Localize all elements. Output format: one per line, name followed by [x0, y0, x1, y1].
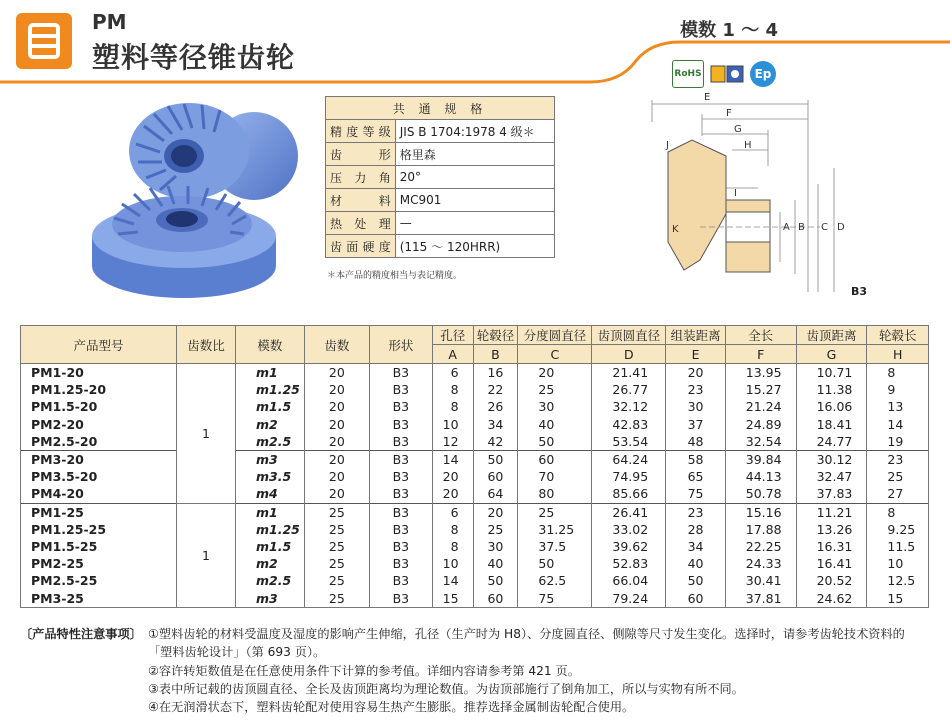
cell-teeth: 20 — [304, 398, 369, 415]
cell-f: 15.16 — [725, 503, 796, 521]
cell-e: 48 — [666, 433, 725, 451]
cell-teeth: 25 — [304, 503, 369, 521]
cell-code: PM1-25 — [21, 503, 177, 521]
page-title: 塑料等径锥齿轮 — [92, 41, 296, 74]
cell-teeth: 20 — [304, 381, 369, 398]
cell-c: 40 — [518, 416, 592, 433]
spec-row — [326, 189, 555, 212]
cell-e: 37 — [666, 416, 725, 433]
gear-document-icon — [16, 13, 72, 69]
cell-b: 30 — [473, 538, 518, 555]
cell-a: 8 — [432, 398, 473, 415]
col-f: F — [725, 345, 796, 364]
cell-h: 19 — [867, 433, 929, 451]
table-row — [21, 433, 929, 451]
cell-b: 22 — [473, 381, 518, 398]
note-item: ②容许转矩数值是在任意使用条件下计算的参考值。详细内容请参考第 421 页。 — [148, 663, 580, 678]
cell-d: 26.41 — [592, 503, 666, 521]
table-row — [21, 381, 929, 398]
cell-b: 64 — [473, 485, 518, 503]
cell-module: m1 — [236, 364, 305, 382]
cell-h: 15 — [867, 589, 929, 607]
dim-label: I — [734, 188, 737, 199]
table-row — [21, 364, 929, 382]
col-teeth: 齿数 — [304, 326, 369, 364]
col-g: G — [796, 345, 867, 364]
cell-b: 25 — [473, 521, 518, 538]
note-item: ①塑料齿轮的材料受温度及湿度的影响产生伸缩，孔径（生产时为 H8）、分度圆直径、侧隙等尺寸发生变化。选择时，请参考齿轮技术资料的「塑料齿轮设计」（第 693 页）。 — [148, 627, 905, 660]
cell-f: 17.88 — [725, 521, 796, 538]
cell-shape: B3 — [369, 416, 432, 433]
cell-f: 21.24 — [725, 398, 796, 415]
col-d: D — [592, 345, 666, 364]
cell-a: 12 — [432, 433, 473, 451]
cell-module: m3 — [236, 450, 305, 468]
table-row — [21, 555, 929, 572]
cell-b: 42 — [473, 433, 518, 451]
spec-value: — — [395, 212, 554, 235]
cell-f: 22.25 — [725, 538, 796, 555]
cell-c: 30 — [518, 398, 592, 415]
cell-teeth: 20 — [304, 433, 369, 451]
cell-shape: B3 — [369, 433, 432, 451]
col-module: 模数 — [236, 326, 305, 364]
cell-h: 9 — [867, 381, 929, 398]
cell-b: 60 — [473, 468, 518, 485]
col-h-top: 轮毂长 — [867, 326, 929, 345]
cell-teeth: 25 — [304, 521, 369, 538]
cell-g: 16.06 — [796, 398, 867, 415]
cell-a: 6 — [432, 364, 473, 382]
cell-b: 40 — [473, 555, 518, 572]
spec-footnote: ＊本产品的精度相当与表记精度。 — [327, 271, 463, 281]
spec-row — [326, 166, 555, 189]
dim-label: K — [672, 224, 679, 235]
table-row — [21, 468, 929, 485]
page-header — [0, 0, 950, 85]
cell-code: PM1.25-20 — [21, 381, 177, 398]
spec-key: 精度等级 — [326, 120, 396, 143]
cell-d: 66.04 — [592, 572, 666, 589]
cell-b: 16 — [473, 364, 518, 382]
cell-module: m2.5 — [236, 433, 305, 451]
cell-e: 30 — [666, 398, 725, 415]
cell-teeth: 25 — [304, 555, 369, 572]
cell-h: 8 — [867, 503, 929, 521]
cell-module: m3 — [236, 589, 305, 607]
dim-label: E — [704, 92, 711, 103]
cell-g: 11.21 — [796, 503, 867, 521]
cell-g: 13.26 — [796, 521, 867, 538]
col-ratio: 齿数比 — [177, 326, 236, 364]
cell-shape: B3 — [369, 572, 432, 589]
cell-c: 80 — [518, 485, 592, 503]
cell-d: 52.83 — [592, 555, 666, 572]
col-b: B — [473, 345, 518, 364]
cell-teeth: 20 — [304, 450, 369, 468]
spec-key: 压力角 — [326, 166, 396, 189]
cell-h: 14 — [867, 416, 929, 433]
cell-e: 28 — [666, 521, 725, 538]
col-g-top: 齿顶距离 — [796, 326, 867, 345]
col-shape: 形状 — [369, 326, 432, 364]
spec-key: 齿面硬度 — [326, 235, 396, 258]
cell-shape: B3 — [369, 503, 432, 521]
cell-c: 60 — [518, 450, 592, 468]
cell-e: 58 — [666, 450, 725, 468]
cell-h: 12.5 — [867, 572, 929, 589]
cell-code: PM3.5-20 — [21, 468, 177, 485]
spec-row — [326, 143, 555, 166]
cell-h: 23 — [867, 450, 929, 468]
spec-value: MC901 — [395, 189, 554, 212]
cell-g: 16.31 — [796, 538, 867, 555]
dim-label: G — [734, 124, 742, 135]
cell-a: 10 — [432, 416, 473, 433]
cell-f: 13.95 — [725, 364, 796, 382]
cell-c: 50 — [518, 433, 592, 451]
cell-c: 50 — [518, 555, 592, 572]
cell-code: PM1-20 — [21, 364, 177, 382]
cell-c: 20 — [518, 364, 592, 382]
table-row — [21, 538, 929, 555]
col-h: H — [867, 345, 929, 364]
dim-label: B — [798, 222, 805, 233]
cell-f: 30.41 — [725, 572, 796, 589]
cell-g: 16.41 — [796, 555, 867, 572]
dimension-diagram — [640, 92, 860, 302]
cell-a: 20 — [432, 485, 473, 503]
cell-module: m3.5 — [236, 468, 305, 485]
cell-shape: B3 — [369, 468, 432, 485]
gear-photo — [84, 96, 316, 301]
col-code: 产品型号 — [21, 326, 177, 364]
cell-d: 32.12 — [592, 398, 666, 415]
cell-code: PM2-25 — [21, 555, 177, 572]
cell-teeth: 20 — [304, 468, 369, 485]
cell-c: 25 — [518, 381, 592, 398]
cell-shape: B3 — [369, 589, 432, 607]
cell-g: 24.62 — [796, 589, 867, 607]
note-item: ④在无润滑状态下，塑料齿轮配对使用容易生热产生膨胀。推荐选择金属制齿轮配合使用。 — [148, 700, 635, 715]
cell-shape: B3 — [369, 538, 432, 555]
cell-a: 20 — [432, 468, 473, 485]
cell-code: PM4-20 — [21, 485, 177, 503]
table-row — [21, 398, 929, 415]
col-c-top: 分度圆直径 — [518, 326, 592, 345]
cell-d: 64.24 — [592, 450, 666, 468]
cell-f: 24.89 — [725, 416, 796, 433]
cell-shape: B3 — [369, 521, 432, 538]
col-e: E — [666, 345, 725, 364]
table-row — [21, 416, 929, 433]
cell-e: 23 — [666, 503, 725, 521]
cell-a: 8 — [432, 521, 473, 538]
col-b-top: 轮毂径 — [473, 326, 518, 345]
dim-label: H — [744, 140, 752, 151]
cell-shape: B3 — [369, 555, 432, 572]
cell-f: 37.81 — [725, 589, 796, 607]
cell-b: 50 — [473, 450, 518, 468]
cell-f: 32.54 — [725, 433, 796, 451]
cell-c: 70 — [518, 468, 592, 485]
dim-label: A — [783, 222, 790, 233]
cell-e: 65 — [666, 468, 725, 485]
module-range: 模数 1 ～ 4 — [680, 20, 778, 41]
cell-code: PM2.5-25 — [21, 572, 177, 589]
cell-module: m1.5 — [236, 398, 305, 415]
cell-teeth: 20 — [304, 485, 369, 503]
cell-c: 25 — [518, 503, 592, 521]
cell-code: PM1.25-25 — [21, 521, 177, 538]
cell-ratio: 1 — [177, 503, 236, 607]
cell-b: 60 — [473, 589, 518, 607]
spec-row — [326, 120, 555, 143]
dim-label: J — [666, 140, 669, 151]
spec-key: 材料 — [326, 189, 396, 212]
table-row — [21, 503, 929, 521]
cell-d: 79.24 — [592, 589, 666, 607]
cell-c: 31.25 — [518, 521, 592, 538]
spec-heading: 共 通 规 格 — [326, 97, 555, 120]
col-a-top: 孔径 — [432, 326, 473, 345]
cell-module: m2 — [236, 555, 305, 572]
note-item: ③表中所记载的齿顶圆直径、全长及齿顶距离均为理论数值。为齿顶部施行了倒角加工，所以与实物有所不同。 — [148, 681, 744, 696]
spec-row — [326, 212, 555, 235]
common-spec-table — [325, 96, 555, 258]
cell-g: 37.83 — [796, 485, 867, 503]
cell-code: PM3-20 — [21, 450, 177, 468]
cell-b: 50 — [473, 572, 518, 589]
cell-module: m4 — [236, 485, 305, 503]
cell-f: 44.13 — [725, 468, 796, 485]
series-code: PM — [92, 10, 127, 34]
cell-module: m2 — [236, 416, 305, 433]
cell-shape: B3 — [369, 450, 432, 468]
cell-h: 8 — [867, 364, 929, 382]
cell-c: 62.5 — [518, 572, 592, 589]
cell-g: 24.77 — [796, 433, 867, 451]
cell-d: 39.62 — [592, 538, 666, 555]
cell-module: m1.25 — [236, 381, 305, 398]
dim-label: D — [837, 222, 845, 233]
cell-ratio: 1 — [177, 364, 236, 504]
cell-e: 75 — [666, 485, 725, 503]
cell-h: 10 — [867, 555, 929, 572]
cell-d: 53.54 — [592, 433, 666, 451]
cell-c: 37.5 — [518, 538, 592, 555]
cell-g: 30.12 — [796, 450, 867, 468]
cell-b: 34 — [473, 416, 518, 433]
cell-e: 50 — [666, 572, 725, 589]
cell-d: 42.83 — [592, 416, 666, 433]
notes-section — [20, 625, 928, 716]
spec-value: 格里森 — [395, 143, 554, 166]
cell-module: m1 — [236, 503, 305, 521]
cell-a: 6 — [432, 503, 473, 521]
spec-key: 齿形 — [326, 143, 396, 166]
cell-c: 75 — [518, 589, 592, 607]
cell-d: 26.77 — [592, 381, 666, 398]
lubrication-free-icon — [710, 61, 744, 87]
col-d-top: 齿顶圆直径 — [592, 326, 666, 345]
dim-label: C — [821, 222, 828, 233]
product-table-body — [21, 364, 929, 608]
col-f-top: 全长 — [725, 326, 796, 345]
cell-e: 34 — [666, 538, 725, 555]
cell-shape: B3 — [369, 381, 432, 398]
cell-g: 18.41 — [796, 416, 867, 433]
cell-code: PM1.5-20 — [21, 398, 177, 415]
product-table — [20, 325, 929, 608]
spec-key: 热处理 — [326, 212, 396, 235]
col-e-top: 组装距离 — [666, 326, 725, 345]
cell-module: m2.5 — [236, 572, 305, 589]
table-row — [21, 572, 929, 589]
table-row — [21, 450, 929, 468]
cell-e: 23 — [666, 381, 725, 398]
notes-label: 〔产品特性注意事项〕 — [20, 627, 142, 641]
cell-d: 21.41 — [592, 364, 666, 382]
cell-code: PM1.5-25 — [21, 538, 177, 555]
cell-code: PM2.5-20 — [21, 433, 177, 451]
cell-a: 14 — [432, 572, 473, 589]
cell-h: 13 — [867, 398, 929, 415]
spec-value: 20° — [395, 166, 554, 189]
cell-shape: B3 — [369, 364, 432, 382]
cell-a: 10 — [432, 555, 473, 572]
cell-module: m1.5 — [236, 538, 305, 555]
spec-value: JIS B 1704:1978 4 级＊ — [395, 120, 554, 143]
cell-f: 39.84 — [725, 450, 796, 468]
cell-teeth: 20 — [304, 364, 369, 382]
cell-h: 9.25 — [867, 521, 929, 538]
cell-f: 24.33 — [725, 555, 796, 572]
cell-a: 8 — [432, 538, 473, 555]
table-row — [21, 485, 929, 503]
col-a: A — [432, 345, 473, 364]
cell-module: m1.25 — [236, 521, 305, 538]
table-row — [21, 589, 929, 607]
badge-row — [672, 60, 776, 88]
spec-row — [326, 235, 555, 258]
cell-shape: B3 — [369, 485, 432, 503]
cell-h: 11.5 — [867, 538, 929, 555]
cell-e: 60 — [666, 589, 725, 607]
cell-d: 74.95 — [592, 468, 666, 485]
cell-g: 10.71 — [796, 364, 867, 382]
cell-e: 20 — [666, 364, 725, 382]
table-row — [21, 521, 929, 538]
cell-a: 15 — [432, 589, 473, 607]
cell-b: 20 — [473, 503, 518, 521]
cell-teeth: 25 — [304, 589, 369, 607]
ep-badge: Ep — [750, 61, 776, 87]
cell-a: 8 — [432, 381, 473, 398]
cell-h: 27 — [867, 485, 929, 503]
cell-teeth: 20 — [304, 416, 369, 433]
cell-code: PM2-20 — [21, 416, 177, 433]
cell-f: 50.78 — [725, 485, 796, 503]
cell-g: 11.38 — [796, 381, 867, 398]
rohs-badge: RoHS — [672, 60, 704, 88]
cell-a: 14 — [432, 450, 473, 468]
col-c: C — [518, 345, 592, 364]
cell-d: 85.66 — [592, 485, 666, 503]
cell-code: PM3-25 — [21, 589, 177, 607]
cell-teeth: 25 — [304, 572, 369, 589]
cell-e: 40 — [666, 555, 725, 572]
cell-b: 26 — [473, 398, 518, 415]
shape-code: B3 — [851, 285, 868, 298]
cell-teeth: 25 — [304, 538, 369, 555]
cell-d: 33.02 — [592, 521, 666, 538]
cell-h: 25 — [867, 468, 929, 485]
cell-g: 32.47 — [796, 468, 867, 485]
cell-f: 15.27 — [725, 381, 796, 398]
cell-shape: B3 — [369, 398, 432, 415]
dim-label: F — [726, 108, 732, 119]
spec-value: (115 ～ 120HRR) — [395, 235, 554, 258]
cell-g: 20.52 — [796, 572, 867, 589]
